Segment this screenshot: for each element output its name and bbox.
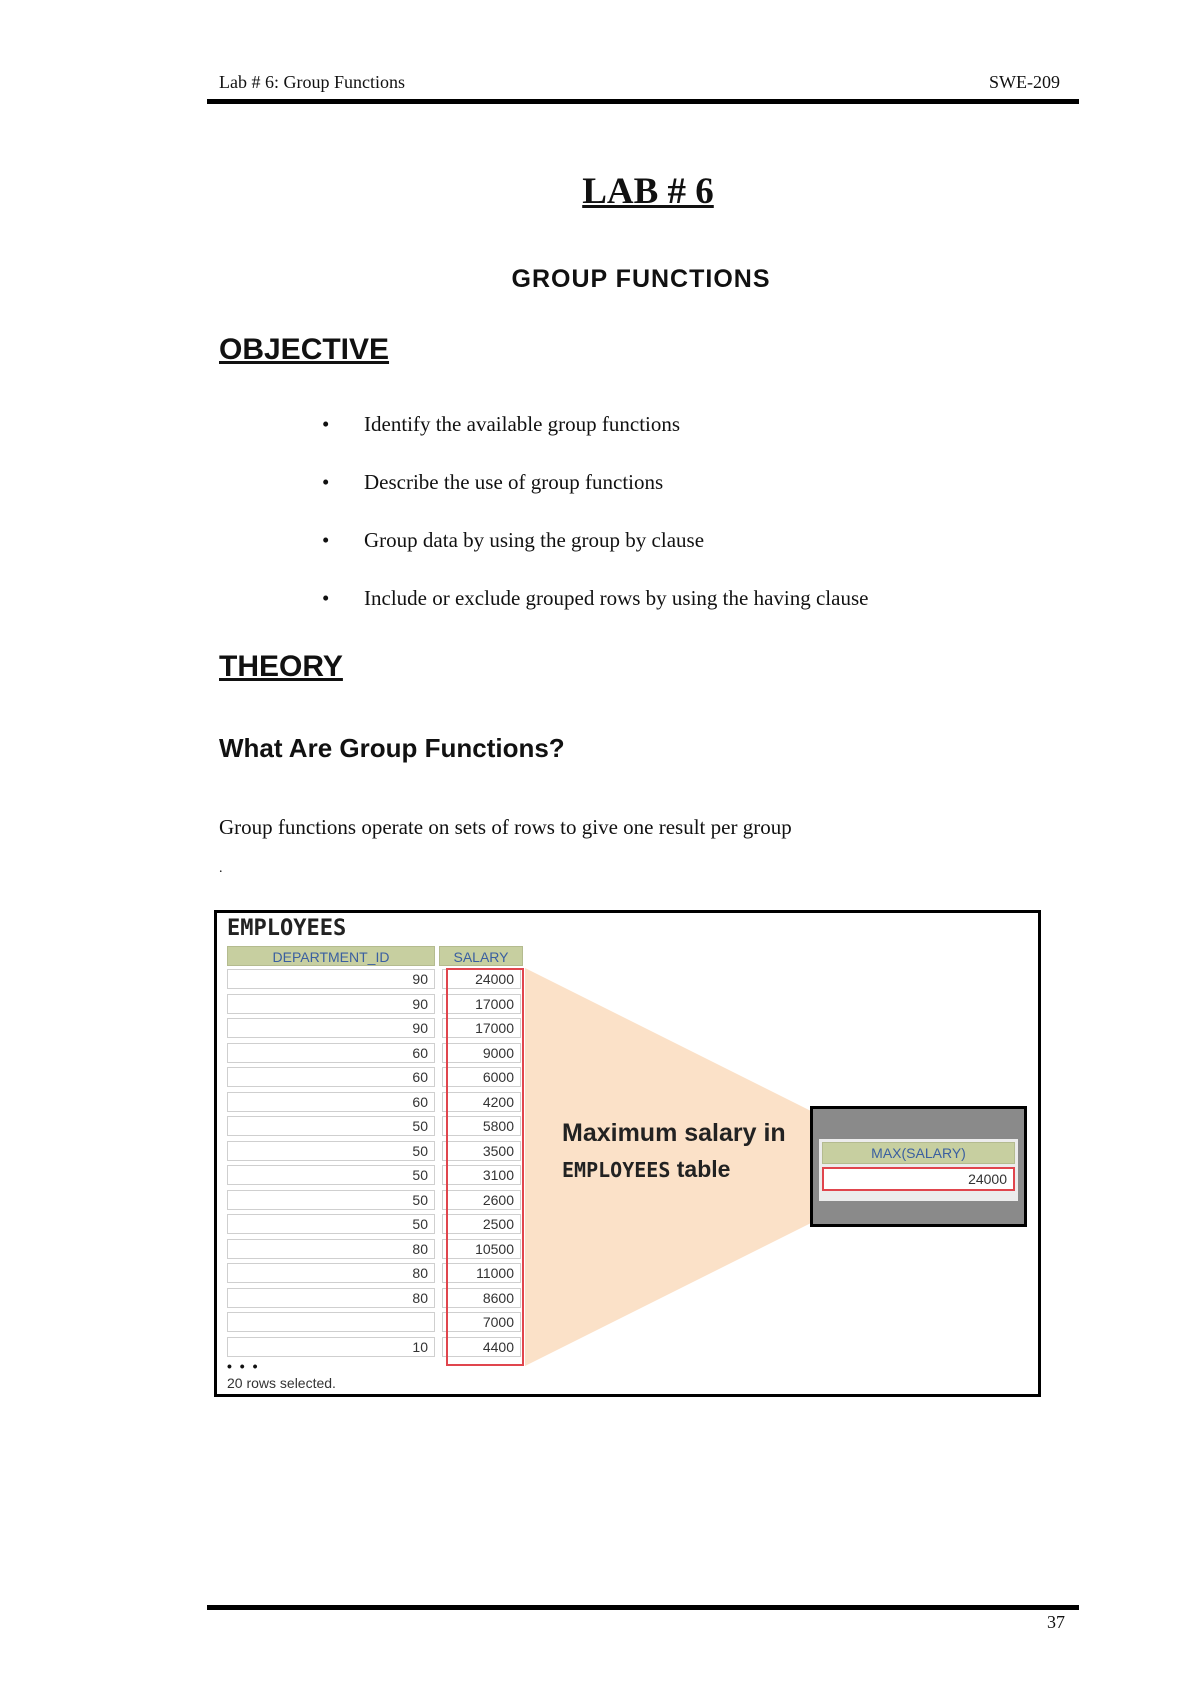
callout-line-1: Maximum salary in bbox=[562, 1119, 786, 1147]
department-cell: 80 bbox=[227, 1263, 435, 1283]
department-cell: 50 bbox=[227, 1190, 435, 1210]
footer-rule bbox=[207, 1605, 1079, 1610]
department-cell: 50 bbox=[227, 1116, 435, 1136]
department-cell: 60 bbox=[227, 1043, 435, 1063]
salary-cell: 11000 bbox=[442, 1263, 521, 1283]
salary-cell: 17000 bbox=[442, 1018, 521, 1038]
group-function-figure bbox=[214, 910, 1041, 1397]
salary-cell: 9000 bbox=[442, 1043, 521, 1063]
bullet-icon: • bbox=[322, 412, 330, 436]
bullet-icon: • bbox=[322, 528, 330, 552]
max-salary-panel bbox=[810, 1106, 1027, 1227]
department-cell: 10 bbox=[227, 1337, 435, 1357]
salary-cell: 24000 bbox=[442, 969, 521, 989]
department-cell: 50 bbox=[227, 1165, 435, 1185]
theory-paragraph: Group functions operate on sets of rows to give one result per group bbox=[219, 815, 792, 839]
salary-cell: 7000 bbox=[442, 1312, 521, 1332]
header-rule bbox=[207, 99, 1079, 104]
header-right: SWE-209 bbox=[989, 72, 1060, 92]
salary-cell: 3100 bbox=[442, 1165, 521, 1185]
department-cell: 90 bbox=[227, 994, 435, 1014]
header-left: Lab # 6: Group Functions bbox=[219, 72, 405, 92]
employees-table-title: EMPLOYEES bbox=[227, 916, 347, 941]
department-cell: 90 bbox=[227, 1018, 435, 1038]
department-cell: 50 bbox=[227, 1214, 435, 1234]
max-salary-header: MAX(SALARY) bbox=[822, 1142, 1015, 1164]
column-header-department: DEPARTMENT_ID bbox=[227, 946, 435, 966]
salary-cell: 5800 bbox=[442, 1116, 521, 1136]
theory-heading: THEORY bbox=[219, 650, 343, 683]
stray-mark: . bbox=[219, 861, 223, 876]
salary-cell: 3500 bbox=[442, 1141, 521, 1161]
bullet-icon: • bbox=[322, 470, 330, 494]
salary-cell: 2500 bbox=[442, 1214, 521, 1234]
more-rows-ellipsis: • • • bbox=[227, 1358, 260, 1374]
department-cell: 80 bbox=[227, 1239, 435, 1259]
lab-subtitle: GROUP FUNCTIONS bbox=[511, 265, 771, 293]
salary-cell: 4200 bbox=[442, 1092, 521, 1112]
department-cell: 80 bbox=[227, 1288, 435, 1308]
lab-title: LAB # 6 bbox=[582, 171, 714, 212]
objective-item: • Group data by using the group by clause bbox=[322, 528, 705, 552]
column-header-salary: SALARY bbox=[439, 946, 523, 966]
objective-list bbox=[322, 412, 868, 644]
salary-cell: 2600 bbox=[442, 1190, 521, 1210]
bullet-icon: • bbox=[322, 586, 330, 610]
department-cell: 50 bbox=[227, 1141, 435, 1161]
rows-selected-note: 20 rows selected. bbox=[227, 1375, 336, 1391]
salary-cell: 10500 bbox=[442, 1239, 521, 1259]
theory-subheading: What Are Group Functions? bbox=[219, 733, 565, 763]
objective-item: • Identify the available group functions bbox=[322, 412, 681, 436]
salary-cell: 17000 bbox=[442, 994, 521, 1014]
callout-line-2: EMPLOYEES table bbox=[562, 1156, 731, 1182]
salary-cell: 8600 bbox=[442, 1288, 521, 1308]
salary-highlight-box bbox=[446, 968, 524, 1366]
department-cell: 60 bbox=[227, 1067, 435, 1087]
objective-item: • Include or exclude grouped rows by using the having clause bbox=[322, 586, 869, 610]
objective-heading: OBJECTIVE bbox=[219, 333, 390, 366]
salary-cell: 4400 bbox=[442, 1337, 521, 1357]
page-number: 37 bbox=[1047, 1612, 1065, 1632]
department-cell: 90 bbox=[227, 969, 435, 989]
max-salary-value: 24000 bbox=[822, 1167, 1015, 1191]
callout-text bbox=[562, 1119, 786, 1183]
department-cell bbox=[227, 1312, 435, 1332]
objective-item: • Describe the use of group functions bbox=[322, 470, 664, 494]
max-salary-result bbox=[819, 1139, 1018, 1201]
salary-cell: 6000 bbox=[442, 1067, 521, 1087]
department-cell: 60 bbox=[227, 1092, 435, 1112]
